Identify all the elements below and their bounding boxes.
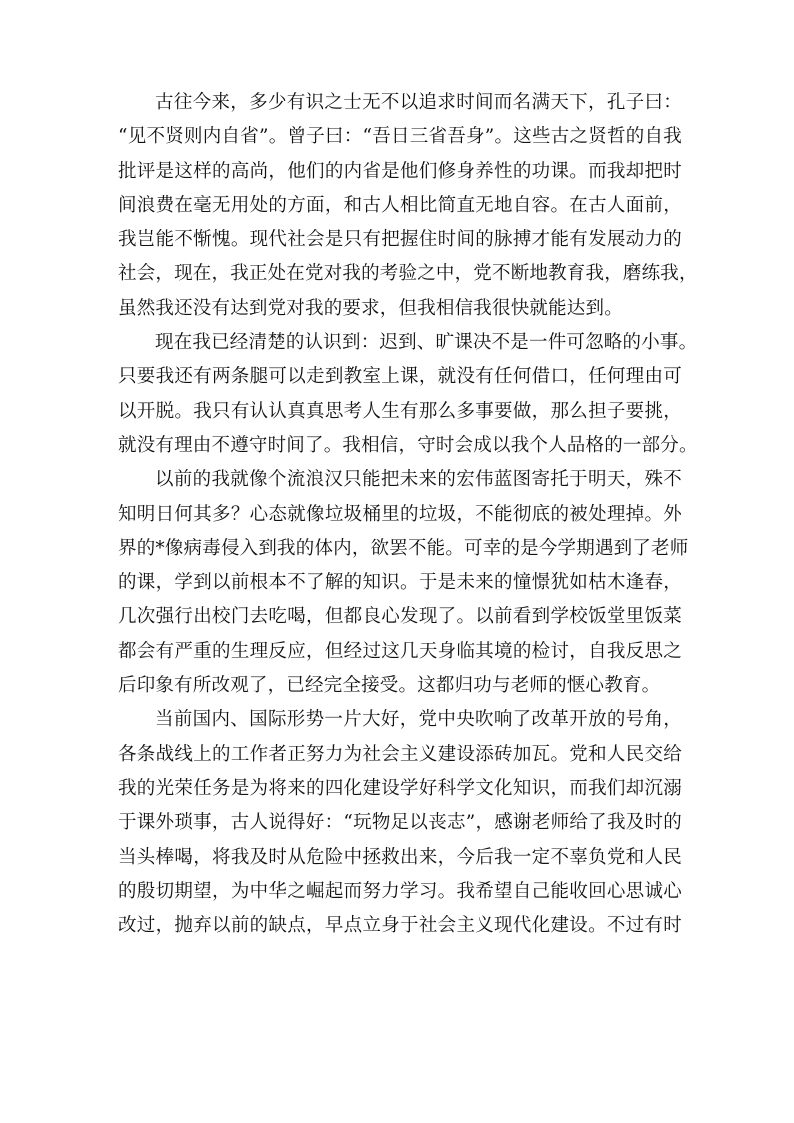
- text-line: 后印象有所改观了，已经完全接受。这都归功与老师的惬心教育。: [118, 675, 661, 697]
- text-line: 的殷切期望，为中华之崛起而努力学习。我希望自己能收回心思诚心: [118, 880, 682, 902]
- text-line: 以开脱。我只有认认真真思考人生有那么多事要做，那么担子要挑，: [118, 400, 682, 422]
- text-line: 改过，抛弃以前的缺点，早点立身于社会主义现代化建设。不过有时: [118, 915, 682, 937]
- text-line: 各条战线上的工作者正努力为社会主义建设添砖加瓦。党和人民交给: [118, 743, 682, 765]
- text-line: 批评是这样的高尚，他们的内省是他们修身养性的功课。而我却把时: [118, 160, 682, 182]
- text-line: 我岂能不惭愧。现代社会是只有把握住时间的脉搏才能有发展动力的: [118, 229, 682, 251]
- paragraph-4: [118, 703, 682, 943]
- text-line: 几次强行出校门去吃喝，但都良心发现了。以前看到学校饭堂里饭菜: [118, 606, 682, 628]
- paragraph-2: [118, 326, 698, 463]
- text-line: 只要我还有两条腿可以走到教室上课，就没有任何借口，任何理由可: [118, 366, 682, 388]
- paragraph-3: [118, 463, 689, 703]
- text-line: 间浪费在毫无用处的方面，和古人相比简直无地自容。在古人面前，: [118, 194, 682, 216]
- text-line: 我的光荣任务是为将来的四化建设学好科学文化知识，而我们却沉溺: [118, 777, 682, 799]
- text-line: 的课，学到以前根本不了解的知识。于是未来的憧憬犹如枯木逢春，: [118, 572, 682, 594]
- text-line: “见不贤则内自省”。曾子曰：“吾日三省吾身”。这些古之贤哲的自我: [118, 126, 682, 148]
- text-line: 古往今来，多少有识之士无不以追求时间而名满天下，孔子曰：: [155, 92, 682, 113]
- paragraph-1: [118, 86, 698, 326]
- document-body: [118, 86, 698, 943]
- text-line: 现在我已经清楚的认识到：迟到、旷课决不是一件可忽略的小事。: [155, 332, 698, 354]
- text-line: 虽然我还没有达到党对我的要求，但我相信我很快就能达到。: [118, 297, 623, 319]
- text-line: 于课外琐事，古人说得好：“玩物足以丧志”，感谢老师给了我及时的: [118, 812, 682, 834]
- text-line: 就没有理由不遵守时间了。我相信，守时会成以我个人品格的一部分。: [118, 434, 698, 456]
- text-line: 知明日何其多？心态就像垃圾桶里的垃圾，不能彻底的被处理掉。外: [118, 503, 682, 525]
- text-line: 当头棒喝，将我及时从危险中拯救出来，今后我一定不辜负党和人民: [118, 846, 682, 868]
- text-line: 社会，现在，我正处在党对我的考验之中，党不断地教育我，磨练我，: [118, 263, 698, 285]
- text-line: 界的*像病毒侵入到我的体内，欲罢不能。可幸的是今学期遇到了老师: [118, 537, 689, 559]
- text-line: 都会有严重的生理反应，但经过这几天身临其境的检讨，自我反思之: [118, 640, 682, 662]
- text-line: 当前国内、国际形势一片大好，党中央吹响了改革开放的号角，: [155, 709, 682, 731]
- text-line: 以前的我就像个流浪汉只能把未来的宏伟蓝图寄托于明天，殊不: [155, 469, 682, 491]
